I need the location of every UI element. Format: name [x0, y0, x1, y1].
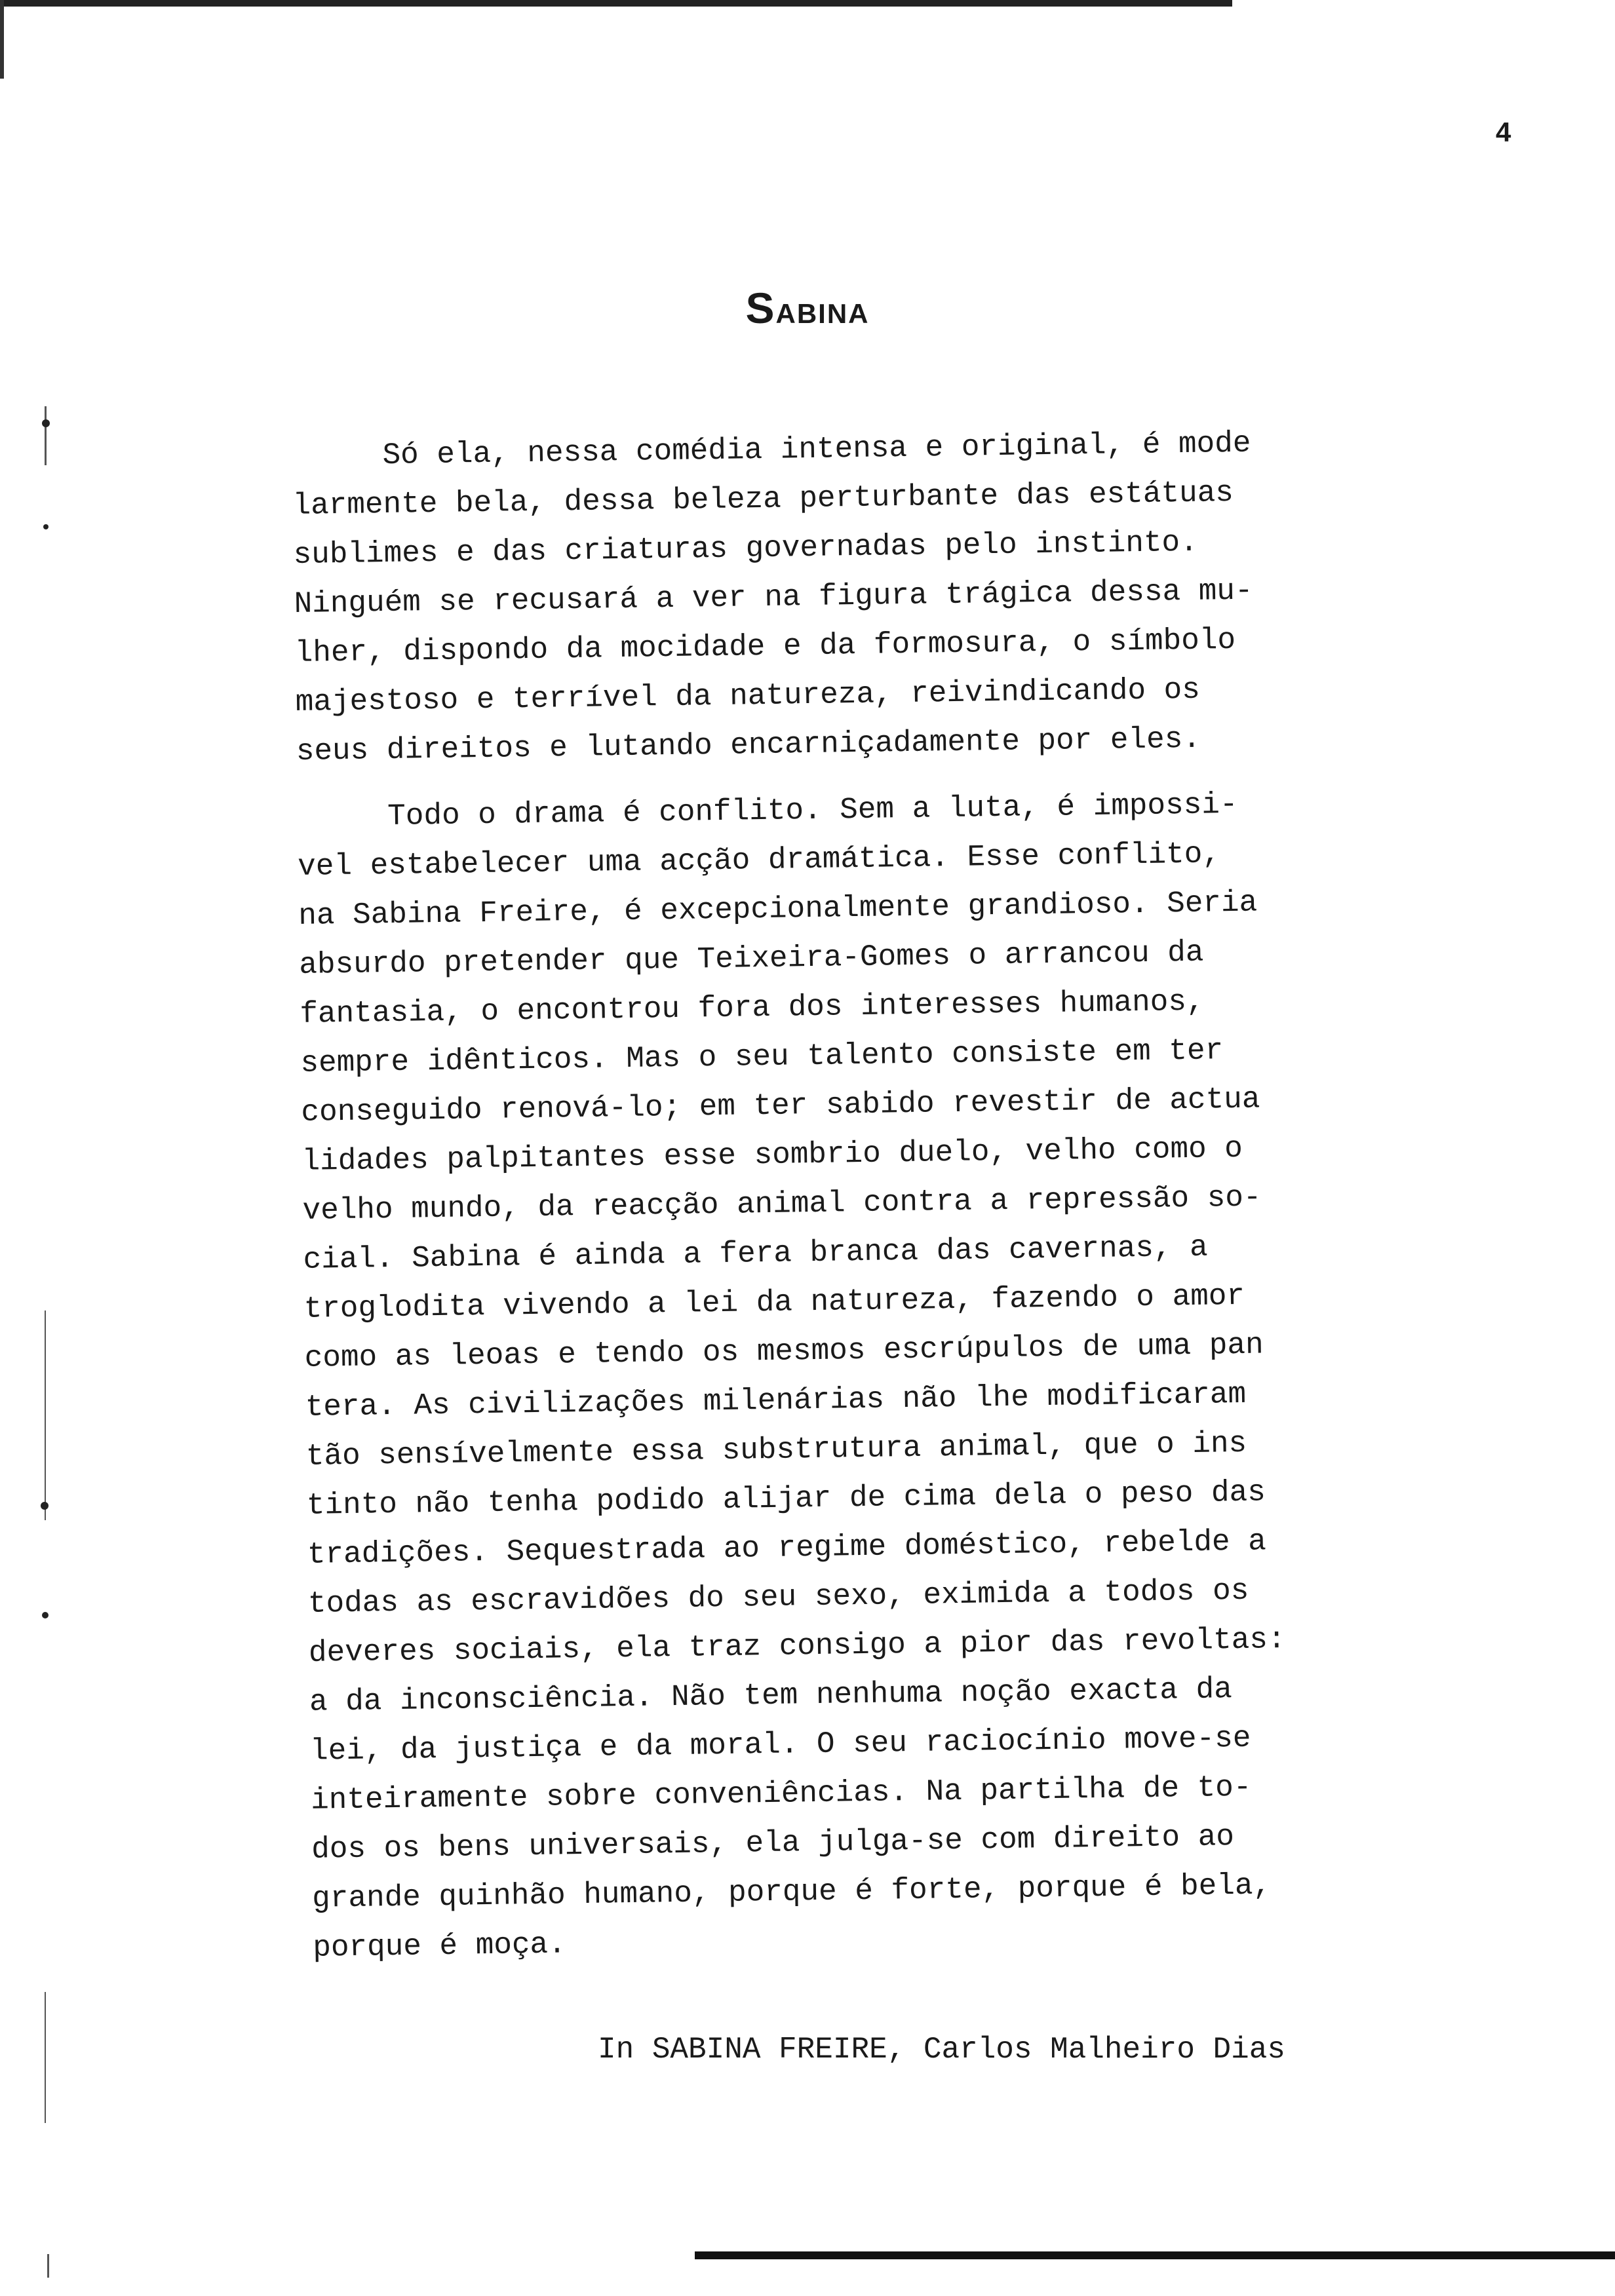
text-line: seus direitos e lutando encarniçadamente por eles. — [296, 721, 1201, 769]
text-line: sempre idênticos. Mas o seu talento consiste em ter — [300, 1033, 1224, 1081]
text-line: inteiramente sobre conveniências. Na partilha de to- — [310, 1770, 1252, 1818]
text-line: a da inconsciência. Não tem nenhuma noção exacta da — [309, 1672, 1233, 1719]
scan-top-border — [0, 0, 1232, 7]
text-line: velho mundo, da reacção animal contra a repressão so- — [302, 1180, 1262, 1228]
text-line: lidades palpitantes esse sombrio duelo, velho como o — [302, 1131, 1243, 1179]
page-title-rest: ABINA — [775, 298, 870, 329]
page-title-initial: S — [745, 284, 776, 332]
margin-dot — [42, 419, 50, 427]
paragraph-2 — [297, 778, 1414, 1972]
page-number: 4 — [1496, 117, 1511, 147]
text-line: larmente bela, dessa beleza perturbante das estátuas — [292, 475, 1234, 523]
text-line: majestoso e terrível da natureza, reivindicando os — [295, 672, 1201, 719]
attribution: In SABINA FREIRE, Carlos Malheiro Dias — [598, 2033, 1285, 2067]
text-line: absurdo pretender que Teixeira-Gomes o arrancou da — [298, 935, 1204, 982]
text-line: tão sensívelmente essa substrutura animal, que o ins — [305, 1426, 1247, 1474]
text-line: tinto não tenha podido alijar de cima dela o peso das — [306, 1475, 1266, 1523]
body-text — [292, 417, 1414, 1973]
text-line: lei, da justiça e da moral. O seu raciocínio move-se — [309, 1721, 1251, 1769]
text-line: fantasia, o encontrou fora dos interesses humanos, — [300, 984, 1205, 1031]
margin-mark — [45, 1311, 46, 1520]
margin-dot — [41, 1502, 49, 1510]
margin-mark — [47, 2254, 49, 2278]
text-line: grande quinhão humano, porque é forte, porque é bela, — [311, 1868, 1272, 1916]
margin-mark — [45, 1992, 46, 2123]
text-line: todas as escravidões do seu sexo, eximida a todos os — [307, 1573, 1249, 1621]
text-line: conseguido renová-lo; em ter sabido revestir de actua — [301, 1082, 1260, 1130]
text-line: vel estabelecer uma acção dramática. Esse conflito, — [297, 837, 1221, 884]
margin-dot — [42, 1612, 49, 1618]
paragraph-1 — [292, 417, 1397, 776]
margin-mark — [45, 406, 47, 465]
text-line: troglodita vivendo a lei da natureza, fazendo o amor — [303, 1278, 1245, 1326]
text-line: cial. Sabina é ainda a fera branca das cavernas, a — [303, 1230, 1209, 1277]
margin-dot — [43, 524, 49, 529]
text-line: Só ela, nessa comédia intensa e original, é mode — [292, 426, 1251, 474]
text-line: Todo o drama é conflito. Sem a luta, é impossi- — [296, 787, 1238, 835]
page-title — [0, 283, 1615, 333]
text-line: porque é moça. — [312, 1927, 567, 1965]
text-line: tradições. Sequestrada ao regime doméstico, rebelde a — [307, 1524, 1267, 1572]
text-line: dos os bens universais, ela julga-se com direito ao — [311, 1820, 1235, 1867]
text-line: deveres sociais, ela traz consigo a pior das revoltas: — [308, 1622, 1286, 1670]
text-line: na Sabina Freire, é excepcionalmente grandioso. Seria — [298, 885, 1258, 933]
scan-left-border — [0, 0, 4, 79]
text-line: lher, dispondo da mocidade e da formosura, o símbolo — [294, 622, 1236, 670]
scan-bottom-border — [695, 2251, 1615, 2259]
text-line: sublimes e das criaturas governadas pelo instinto. — [293, 525, 1199, 572]
text-line: como as leoas e tendo os mesmos escrúpulos de uma pan — [304, 1328, 1264, 1375]
text-line: Ninguém se recusará a ver na figura trágica dessa mu- — [294, 573, 1253, 621]
text-line: tera. As civilizações milenárias não lhe modificaram — [305, 1377, 1247, 1425]
